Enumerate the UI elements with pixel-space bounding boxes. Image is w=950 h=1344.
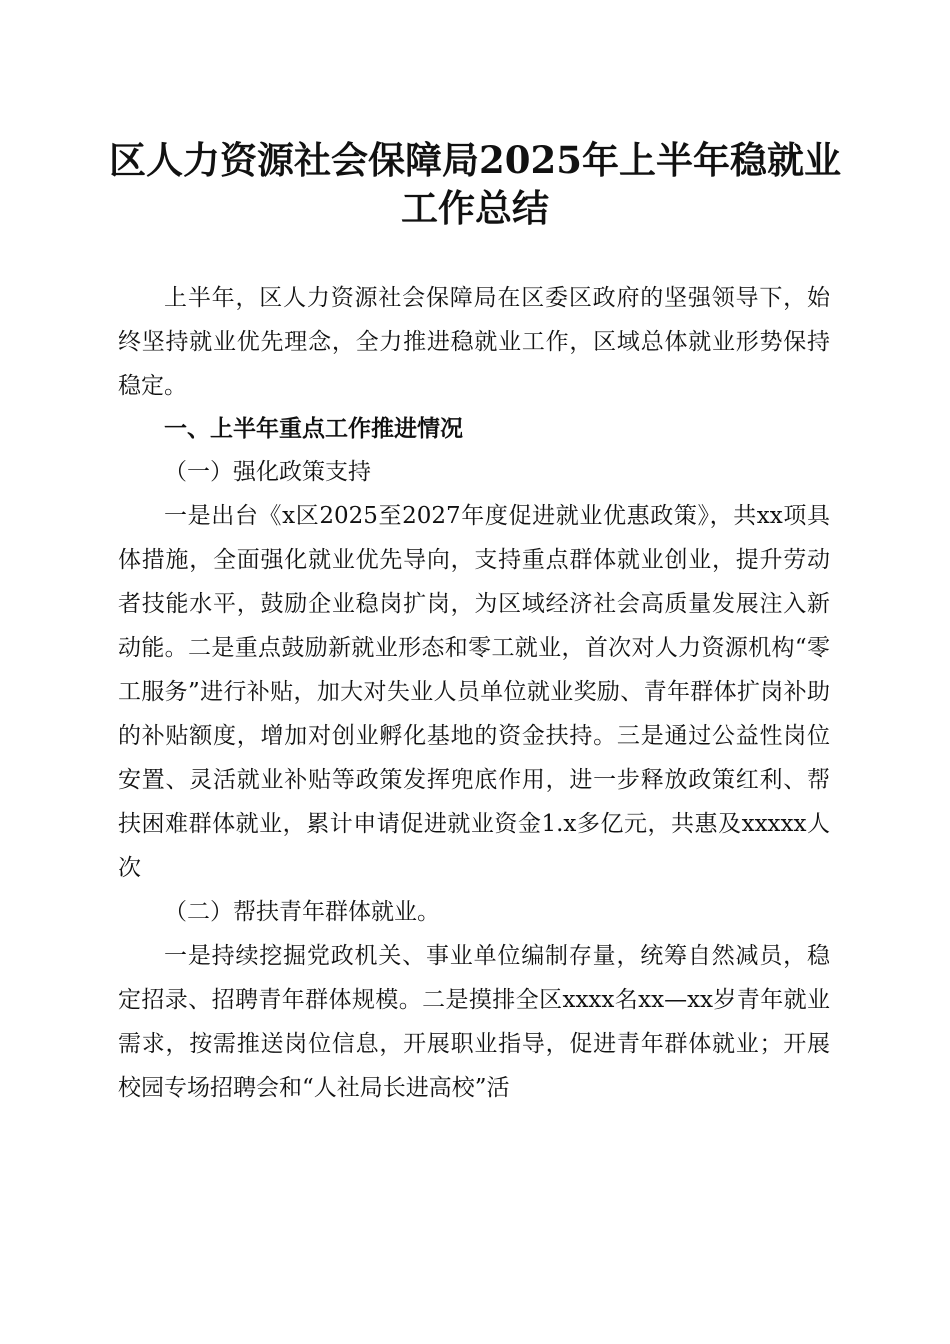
intro-paragraph: 上半年，区人力资源社会保障局在区委区政府的坚强领导下，始终坚持就业优先理念，全力推进稳就业工作，区域总体就业形势保持稳定。	[118, 285, 830, 399]
document-title-line-1: 区人力资源社会保障局2025年上半年稳就业	[109, 138, 841, 182]
subsection-heading-2: （二）帮扶青年群体就业。	[164, 899, 440, 925]
subsection-heading-1: （一）强化政策支持	[164, 459, 371, 485]
document-title-line-2: 工作总结	[401, 186, 549, 230]
document-body	[118, 276, 830, 1110]
section-heading-1: 一、上半年重点工作推进情况	[164, 416, 463, 442]
subsection-1-paragraph: 一是出台《x区2025至2027年度促进就业优惠政策》，共xx项具体措施，全面强化就业优先导向，支持重点群体就业创业，提升劳动者技能水平，鼓励企业稳岗扩岗，为区域经济社会高质量发展注入新动能。二是重点鼓励新就业形态和零工就业，首次对人力资源机构“零工服务”进行补贴，加大对失业人员单位就业奖励、青年群体扩岗补助的补贴额度，增加对创业孵化基地的资金扶持。三是通过公益性岗位安置、灵活就业补贴等政策发挥兜底作用，进一步释放政策红利、帮扶困难群体就业，累计申请促进就业资金1.x多亿元，共惠及xxxxx人次	[118, 503, 830, 881]
subsection-2-paragraph: 一是持续挖掘党政机关、事业单位编制存量，统筹自然减员，稳定招录、招聘青年群体规模。二是摸排全区xxxx名xx—xx岁青年就业需求，按需推送岗位信息，开展职业指导，促进青年群体就业；开展校园专场招聘会和“人社局长进高校”活	[118, 943, 830, 1101]
